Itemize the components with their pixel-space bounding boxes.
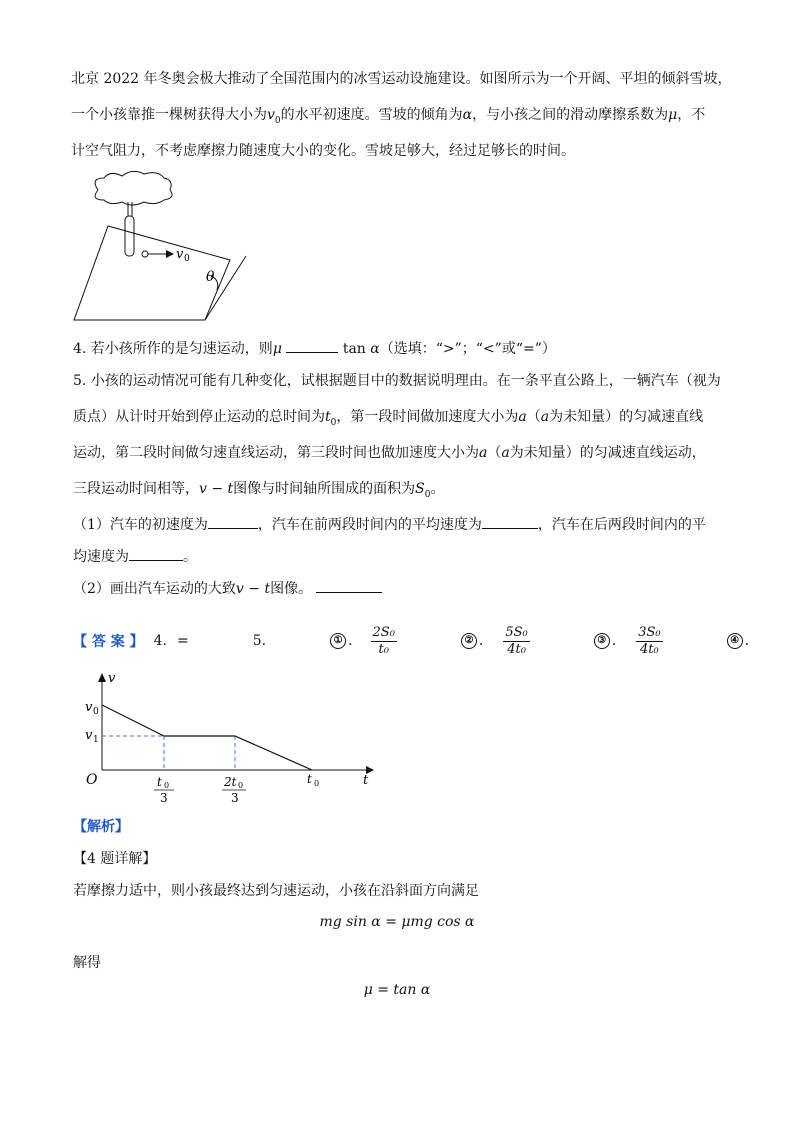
y-axis-arrow-icon bbox=[98, 673, 106, 682]
answer-frac-2: $\frac{\text{5S₀}}{\text{4t₀}}$ bbox=[505, 624, 528, 657]
v1-axis-label: v bbox=[85, 728, 93, 743]
tick3-label: t bbox=[307, 772, 312, 786]
analysis-text-2: 解得 bbox=[73, 955, 101, 971]
v0-label: v bbox=[176, 247, 184, 262]
slope-figure bbox=[70, 168, 260, 328]
tree-icon bbox=[125, 216, 134, 256]
intro-line-1: 北京 2022 年冬奥会极大推动了全国范围内的冰雪运动设施建设。如图所示为一个开阔、平坦的倾斜雪坡， bbox=[71, 71, 732, 87]
intro-line-3: 计空气阻力，不考虑摩擦力随速度大小的变化。雪坡足够大，经过足够长的时间。 bbox=[71, 143, 575, 159]
cloud-shape bbox=[95, 171, 172, 205]
q5-line-3: 运动，第二段时间做匀速直线运动，第三段时间也做加速度大小为a（a为未知量）的匀减速直线运动， bbox=[73, 445, 706, 461]
analysis-text-1: 若摩擦力适中，则小孩最终达到匀速运动，小孩在沿斜面方向满足 bbox=[73, 883, 479, 899]
answer-row: 【 答 案 】 4. = 5. ① . $\frac{\text{2S₀}}{\text{t₀}}$ ② . $\frac{\text{5S₀}}{\text{4t₀}}$ ③ . $\frac{\text{3S₀}}{\text{4t₀}}$ ④ . bbox=[73, 624, 750, 657]
tick2-num-sub: 0 bbox=[238, 781, 244, 790]
q5-sub1-line-1: （1）汽车的初速度为 ，汽车在前两段时间内的平均速度为 ，汽车在后两段时间内的平 bbox=[73, 514, 706, 534]
answer-frac-1: $\frac{\text{2S₀}}{\text{t₀}}$ bbox=[372, 624, 395, 657]
analysis-eq-1: mg sin α = μmg cos α bbox=[319, 914, 475, 930]
answer-q4-value: = bbox=[176, 633, 189, 649]
q5-sub1-line-2: 均速度为 。 bbox=[73, 546, 197, 566]
q5-blank-4[interactable] bbox=[316, 578, 382, 593]
q4-line: 4. 若小孩所作的是匀速运动，则μ tan α（选填：“>”；“<”或“=”） bbox=[73, 338, 556, 358]
child-dot bbox=[142, 251, 148, 257]
q5-blank-1[interactable] bbox=[208, 514, 258, 529]
tick2-num: 2t bbox=[224, 775, 237, 789]
analysis-label: 【解析】 bbox=[73, 819, 129, 835]
y-axis-label: v bbox=[108, 671, 116, 686]
theta-label: θ bbox=[206, 269, 215, 285]
v0-sub: 0 bbox=[184, 254, 190, 264]
q5-line-4: 三段运动时间相等，v − t图像与时间轴所围成的面积为$S_0$。 bbox=[73, 481, 445, 500]
vt-curve bbox=[102, 705, 312, 770]
intro-line-2: 一个小孩靠推一棵树获得大小为$v_0$的水平初速度。雪坡的倾角为α，与小孩之间的滑动摩擦系数为μ，不 bbox=[71, 107, 706, 126]
v0-axis-sub: 0 bbox=[93, 707, 99, 717]
arrow-head-icon bbox=[166, 250, 174, 258]
answer-mark-1: ① bbox=[330, 633, 346, 649]
q5-blank-2[interactable] bbox=[482, 514, 538, 529]
tick1-num-sub: 0 bbox=[164, 781, 170, 790]
v0-axis-label: v bbox=[85, 700, 93, 715]
q5-blank-3[interactable] bbox=[129, 546, 183, 561]
answer-label: 【 答 案 】 bbox=[73, 634, 144, 650]
analysis-eq-2: μ = tan α bbox=[363, 982, 431, 998]
tick1-num: t bbox=[157, 775, 162, 789]
q4-blank[interactable] bbox=[286, 338, 338, 353]
answer-mark-2: ② bbox=[461, 633, 477, 649]
answer-frac-3: $\frac{\text{3S₀}}{\text{4t₀}}$ bbox=[638, 624, 661, 657]
answer-mark-3: ③ bbox=[594, 633, 610, 649]
tick3-sub: 0 bbox=[314, 779, 320, 788]
x-axis-label: t bbox=[363, 773, 369, 788]
tick2-den: 3 bbox=[231, 791, 239, 805]
vt-graph bbox=[80, 668, 380, 808]
q5-line-2: 质点）从计时开始到停止运动的总时间为$t_0$，第一段时间做加速度大小为a（a为未知量）的匀减速直线 bbox=[73, 409, 704, 428]
tick1-den: 3 bbox=[160, 791, 168, 805]
origin-label: O bbox=[86, 772, 98, 788]
q5-line-1: 5. 小孩的运动情况可能有几种变化，试根据题目中的数据说明理由。在一条平直公路上，一辆汽车（视为 bbox=[73, 373, 721, 389]
answer-mark-4: ④ bbox=[727, 633, 743, 649]
q5-sub2-line: （2）画出汽车运动的大致v − t图像。 bbox=[73, 578, 382, 598]
analysis-sub-label: 【4 题详解】 bbox=[73, 851, 157, 867]
v1-axis-sub: 1 bbox=[93, 735, 99, 745]
